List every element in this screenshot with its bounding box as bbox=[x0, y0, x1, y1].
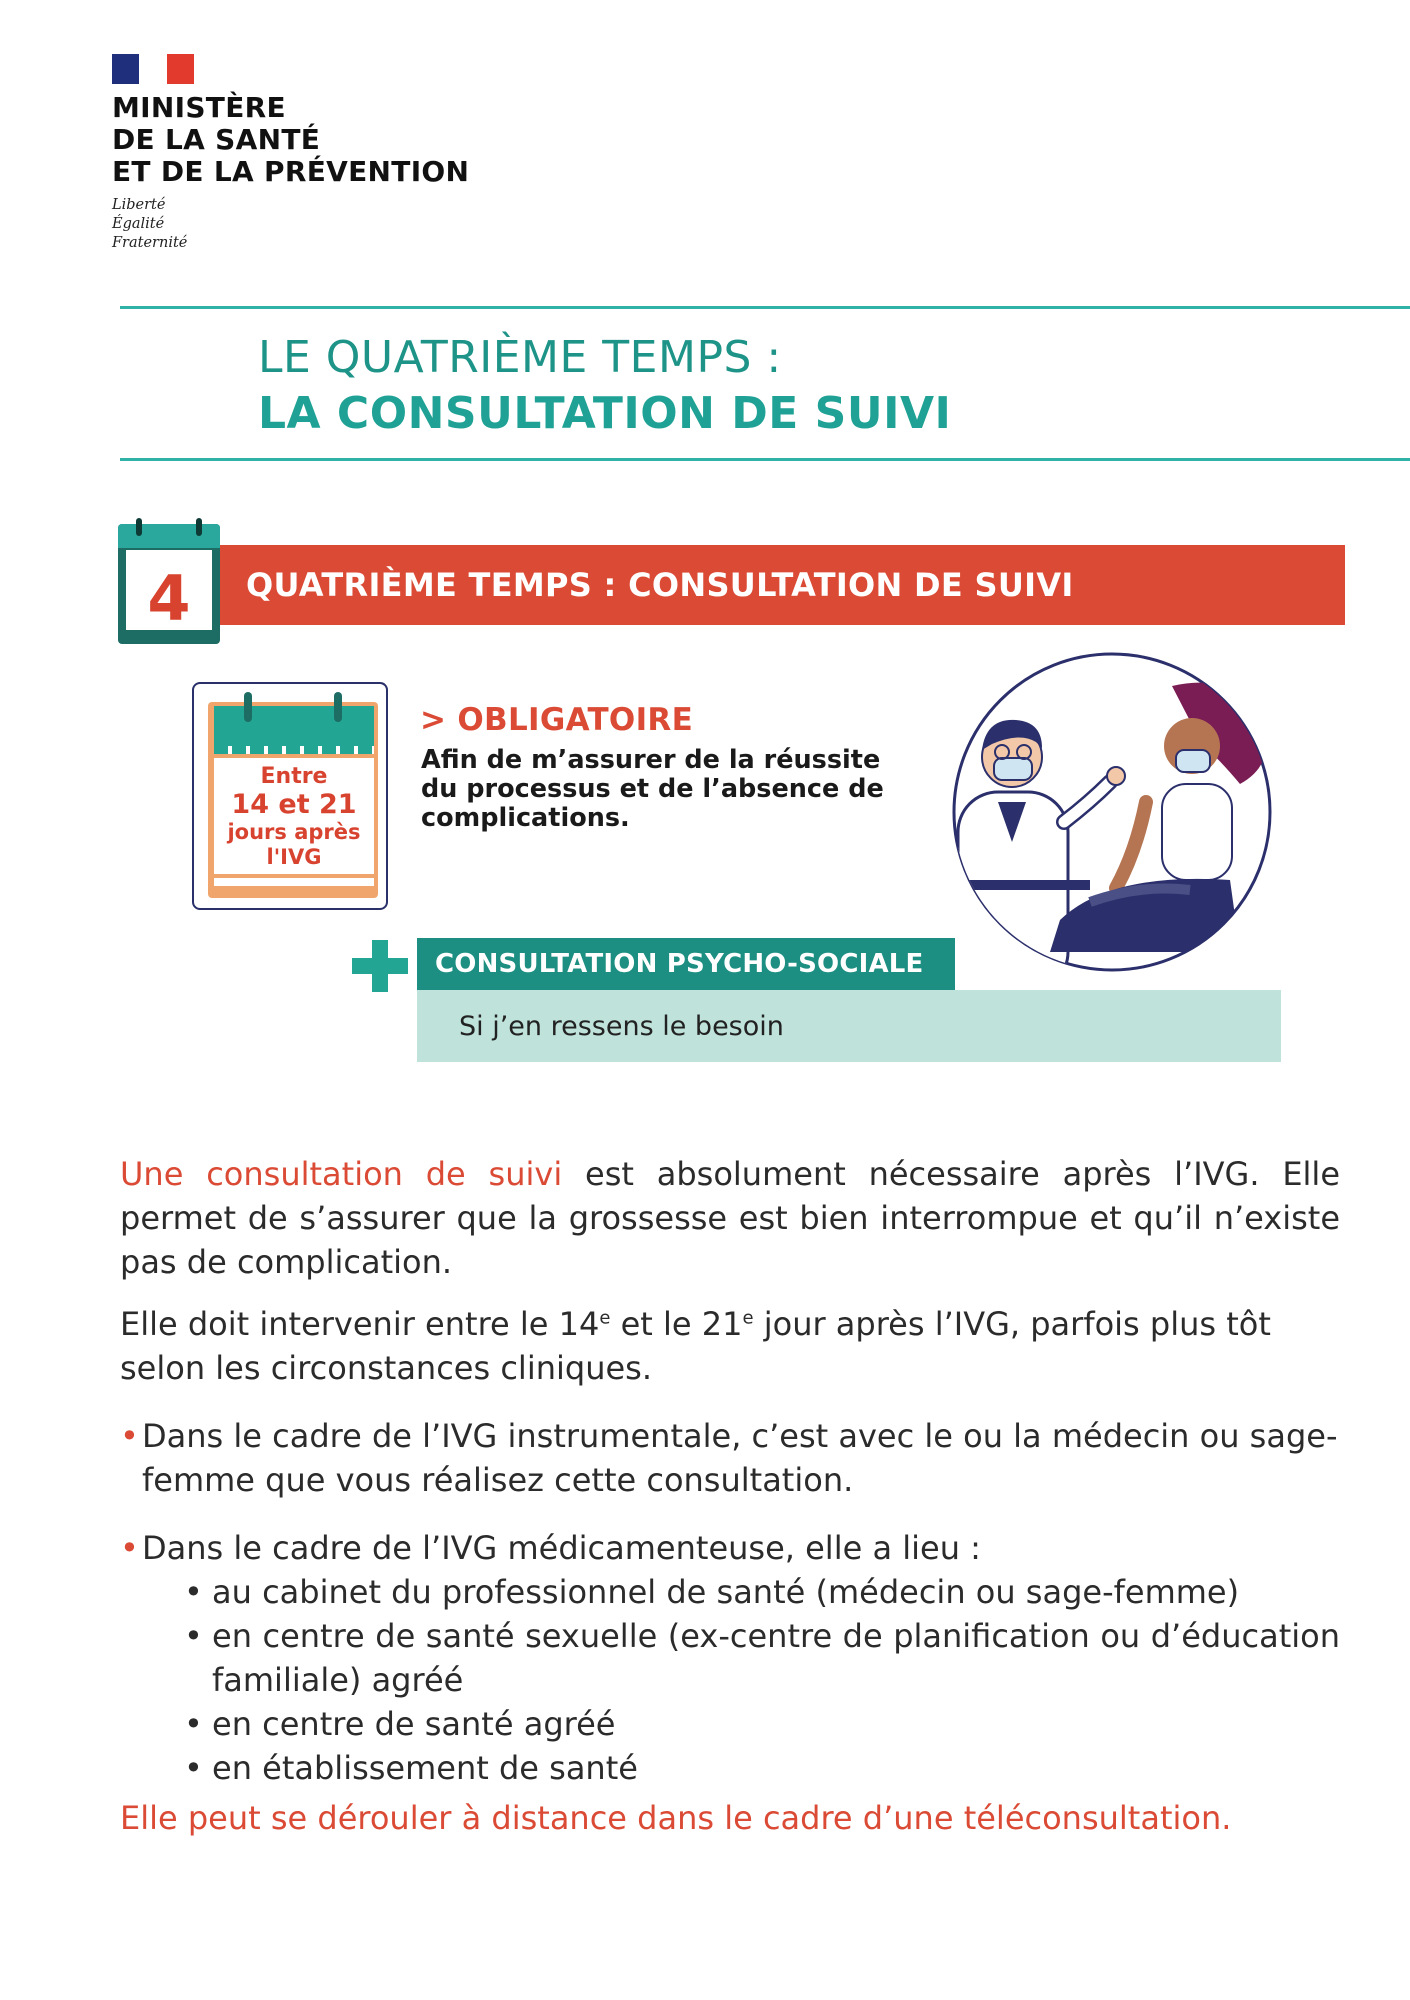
calendar-page bbox=[214, 758, 374, 874]
paragraph-intro bbox=[120, 1152, 1340, 1284]
timing-text-a: Elle doit intervenir entre le 14 bbox=[120, 1305, 600, 1343]
sub-bullet-marker: • bbox=[184, 1705, 203, 1743]
psycho-social-heading-label: CONSULTATION PSYCHO-SOCIALE bbox=[435, 949, 924, 979]
sub-bullet-marker: • bbox=[184, 1573, 203, 1611]
ministry-name bbox=[112, 92, 469, 188]
doctor-patient-illustration bbox=[940, 652, 1292, 978]
sub-list-item bbox=[184, 1570, 1340, 1614]
calendar-text-line4: l'IVG bbox=[266, 845, 322, 869]
intro-text: est absolument nécessaire après l’IVG. Elle permet de s’assurer que la grossesse est bien interrompue et qu’il n’existe pas de complication. bbox=[120, 1155, 1341, 1281]
plus-icon bbox=[352, 940, 408, 992]
timing-superscript-1: e bbox=[599, 1307, 611, 1329]
psycho-social-heading bbox=[417, 938, 955, 990]
bullet-item bbox=[120, 1414, 1340, 1502]
sub-list-text: en centre de santé agréé bbox=[212, 1705, 616, 1743]
ministry-logo bbox=[112, 54, 469, 253]
intro-highlight: Une consultation de suivi bbox=[120, 1155, 563, 1193]
timing-text-c: jour après l’IVG, parfois plus tôt selon les circonstances cliniques. bbox=[120, 1305, 1271, 1387]
sub-list-text: au cabinet du professionnel de santé (médecin ou sage-femme) bbox=[212, 1573, 1240, 1611]
motto-line: Liberté bbox=[112, 197, 166, 213]
bullet-item bbox=[120, 1526, 1340, 1570]
sub-bullet-marker: • bbox=[184, 1617, 203, 1655]
sub-list-text: en centre de santé sexuelle (ex-centre de planification ou d’éducation familiale) agréé bbox=[212, 1617, 1340, 1699]
marianne-flag-icon bbox=[112, 54, 194, 84]
sub-list-item bbox=[184, 1614, 1340, 1702]
step-banner bbox=[220, 545, 1345, 625]
page-title-line2: LA CONSULTATION DE SUIVI bbox=[258, 388, 952, 439]
step-number: 4 bbox=[147, 562, 191, 635]
sub-list-item bbox=[184, 1702, 1340, 1746]
bullet-marker: • bbox=[120, 1529, 139, 1567]
title-rule-bottom bbox=[120, 458, 1410, 461]
sub-list bbox=[120, 1570, 1340, 1790]
psycho-social-box bbox=[417, 990, 1281, 1062]
republic-motto bbox=[112, 196, 469, 253]
delay-calendar-card bbox=[192, 682, 388, 910]
obligatoire-text: Afin de m’assurer de la réussite du processus et de l’absence de complications. bbox=[421, 745, 884, 833]
page-title-line1: LE QUATRIÈME TEMPS : bbox=[258, 332, 782, 383]
bullet-marker: • bbox=[120, 1417, 139, 1455]
calendar-text-line3: jours après bbox=[227, 820, 361, 844]
ministry-line: DE LA SANTÉ bbox=[112, 123, 321, 156]
timing-superscript-2: e bbox=[742, 1307, 754, 1329]
step-calendar-icon bbox=[118, 524, 220, 644]
psycho-social-text: Si j’en ressens le besoin bbox=[459, 1010, 784, 1042]
ministry-line: MINISTÈRE bbox=[112, 91, 286, 124]
bullet-text: Dans le cadre de l’IVG instrumentale, c’est avec le ou la médecin ou sage-femme que vous réalisez cette consultation. bbox=[142, 1417, 1338, 1499]
motto-line: Fraternité bbox=[112, 235, 188, 251]
motto-line: Égalité bbox=[112, 216, 165, 232]
calendar-text-line1: Entre bbox=[260, 764, 328, 789]
paragraph-timing bbox=[120, 1302, 1340, 1390]
sub-list-item bbox=[184, 1746, 1340, 1790]
step-banner-label: QUATRIÈME TEMPS : CONSULTATION DE SUIVI bbox=[246, 566, 1074, 604]
sub-bullet-marker: • bbox=[184, 1749, 203, 1787]
sub-list-text: en établissement de santé bbox=[212, 1749, 638, 1787]
bullet-text: Dans le cadre de l’IVG médicamenteuse, elle a lieu : bbox=[142, 1529, 981, 1567]
ministry-line: ET DE LA PRÉVENTION bbox=[112, 155, 470, 188]
closing-note: Elle peut se dérouler à distance dans le cadre d’une téléconsultation. bbox=[120, 1799, 1232, 1837]
obligatoire-heading: > OBLIGATOIRE bbox=[420, 702, 694, 738]
calendar-text-line2: 14 et 21 bbox=[231, 789, 357, 820]
timing-text-b: et le 21 bbox=[610, 1305, 743, 1343]
title-rule-top bbox=[120, 306, 1410, 309]
